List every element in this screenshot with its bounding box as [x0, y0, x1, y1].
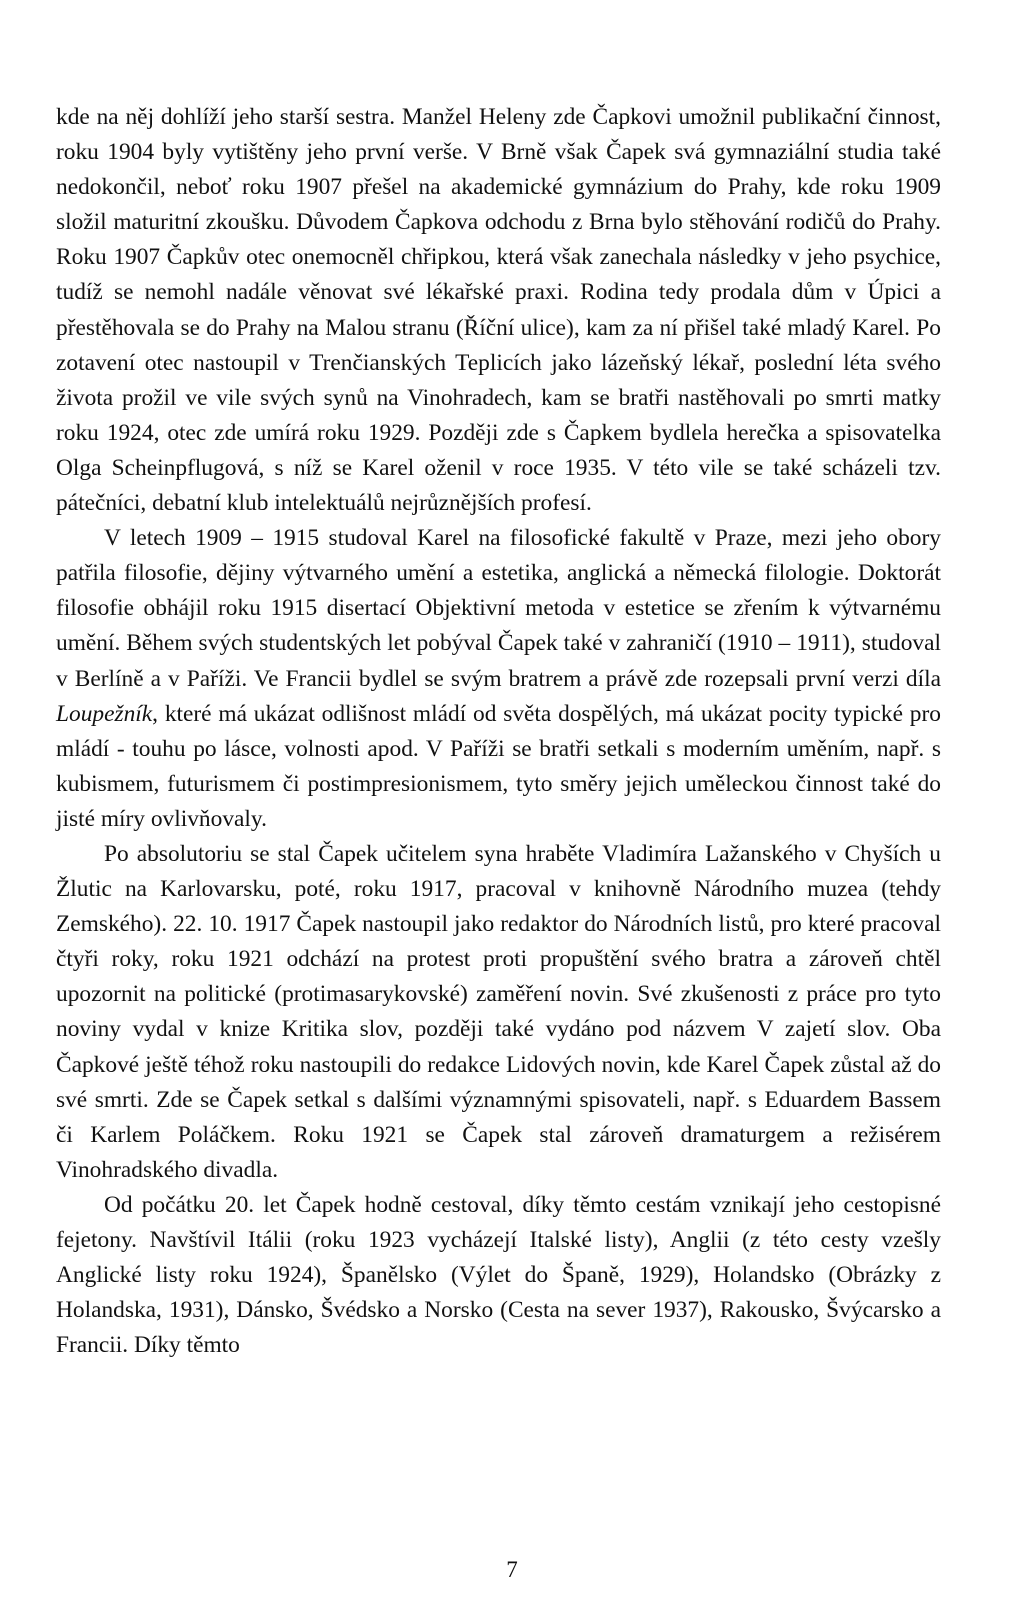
work-title-loupeznik: Loupežník — [56, 700, 153, 727]
paragraph-3 — [56, 837, 941, 1188]
paragraph-1-text: kde na něj dohlíží jeho starší sestra. Manžel Heleny zde Čapkovi umožnil publikační činnost, roku 1904 byly vytištěny jeho první verše. V Brně však Čapek svá gymnaziální studia také nedokončil, neboť roku 1907 přešel na akademické gymnázium do Prahy, kde roku 1909 složil maturitní zkoušku. Důvodem Čapkova odchodu z Brna bylo stěhování rodičů do Prahy. Roku 1907 Čapkův otec onemocněl chřipkou, která však zanechala následky v jeho psychice, tudíž se nemohl nadále věnovat své lékařské praxi. Rodina tedy prodala dům v Úpici a přestěhovala se do Prahy na Malou stranu (Říční ulice), kam za ní přišel také mladý Karel. Po zotavení otec nastoupil v Trenčianských Teplicích jako lázeňský lékař, poslední léta svého života prožil ve vile svých synů na Vinohradech, kam se bratři nastěhovali po smrti matky roku 1924, otec zde umírá roku 1929. Později zde s Čapkem bydlela herečka a spisovatelka Olga Scheinpflugová, s níž se Karel oženil v roce 1935. V této vile se také scházeli tzv. pátečníci, debatní klub intelektuálů nejrůznějších profesí. — [56, 104, 941, 517]
page-number: 7 — [506, 1557, 518, 1582]
paragraph-1 — [56, 100, 941, 521]
paragraph-4 — [56, 1188, 941, 1363]
paragraph-2-text-after: , které má ukázat odlišnost mládí od světa dospělých, má ukázat pocity typické pro mládí - touhu po lásce, volnosti apod. V Paříži se bratři setkali s moderním uměním, např. s kubismem, futurismem či postimpresionismem, tyto směry jejich uměleckou činnost také do jisté míry ovlivňovaly. — [56, 700, 941, 832]
page-body — [56, 100, 941, 1363]
paragraph-4-text: Od počátku 20. let Čapek hodně cestoval, díky těmto cestám vznikají jeho cestopisné fejetony. Navštívil Itálii (roku 1923 vycházejí Italské listy), Anglii (z této cesty vzešly Anglické listy roku 1924), Španělsko (Výlet do Španě, 1929), Holandsko (Obrázky z Holandska, 1931), Dánsko, Švédsko a Norsko (Cesta na sever 1937), Rakousko, Švýcarsko a Francii. Díky těmto — [56, 1191, 941, 1359]
paragraph-2-text: V letech 1909 – 1915 studoval Karel na filosofické fakultě v Praze, mezi jeho obory patřila filosofie, dějiny výtvarného umění a estetika, anglická a německá filologie. Doktorát filosofie obhájil roku 1915 disertací Objektivní metoda v estetice se zřením k výtvarnému umění. Během svých studentských let pobýval Čapek také v zahraničí (1910 – 1911), studoval v Berlíně a v Paříži. Ve Francii bydlel se svým bratrem a právě zde rozepsali první verzi díla — [56, 525, 941, 692]
paragraph-3-text: Po absolutoriu se stal Čapek učitelem syna hraběte Vladimíra Lažanského v Chyších u Žlutic na Karlovarsku, poté, roku 1917, pracoval v knihovně Národního muzea (tehdy Zemského). 22. 10. 1917 Čapek nastoupil jako redaktor do Národních listů, pro které pracoval čtyři roky, roku 1921 odchází na protest proti propuštění svého bratra a zároveň chtěl upozornit na politické (protimasarykovské) zaměření novin. Své zkušenosti z práce pro tyto noviny vydal v knize Kritika slov, později také vydáno pod názvem V zajetí slov. Oba Čapkové ještě téhož roku nastoupili do redakce Lidových novin, kde Karel Čapek zůstal až do své smrti. Zde se Čapek setkal s dalšími významnými spisovateli, např. s Eduardem Bassem či Karlem Poláčkem. Roku 1921 se Čapek stal zároveň dramaturgem a režisérem Vinohradského divadla. — [56, 840, 941, 1183]
paragraph-2 — [56, 521, 941, 837]
